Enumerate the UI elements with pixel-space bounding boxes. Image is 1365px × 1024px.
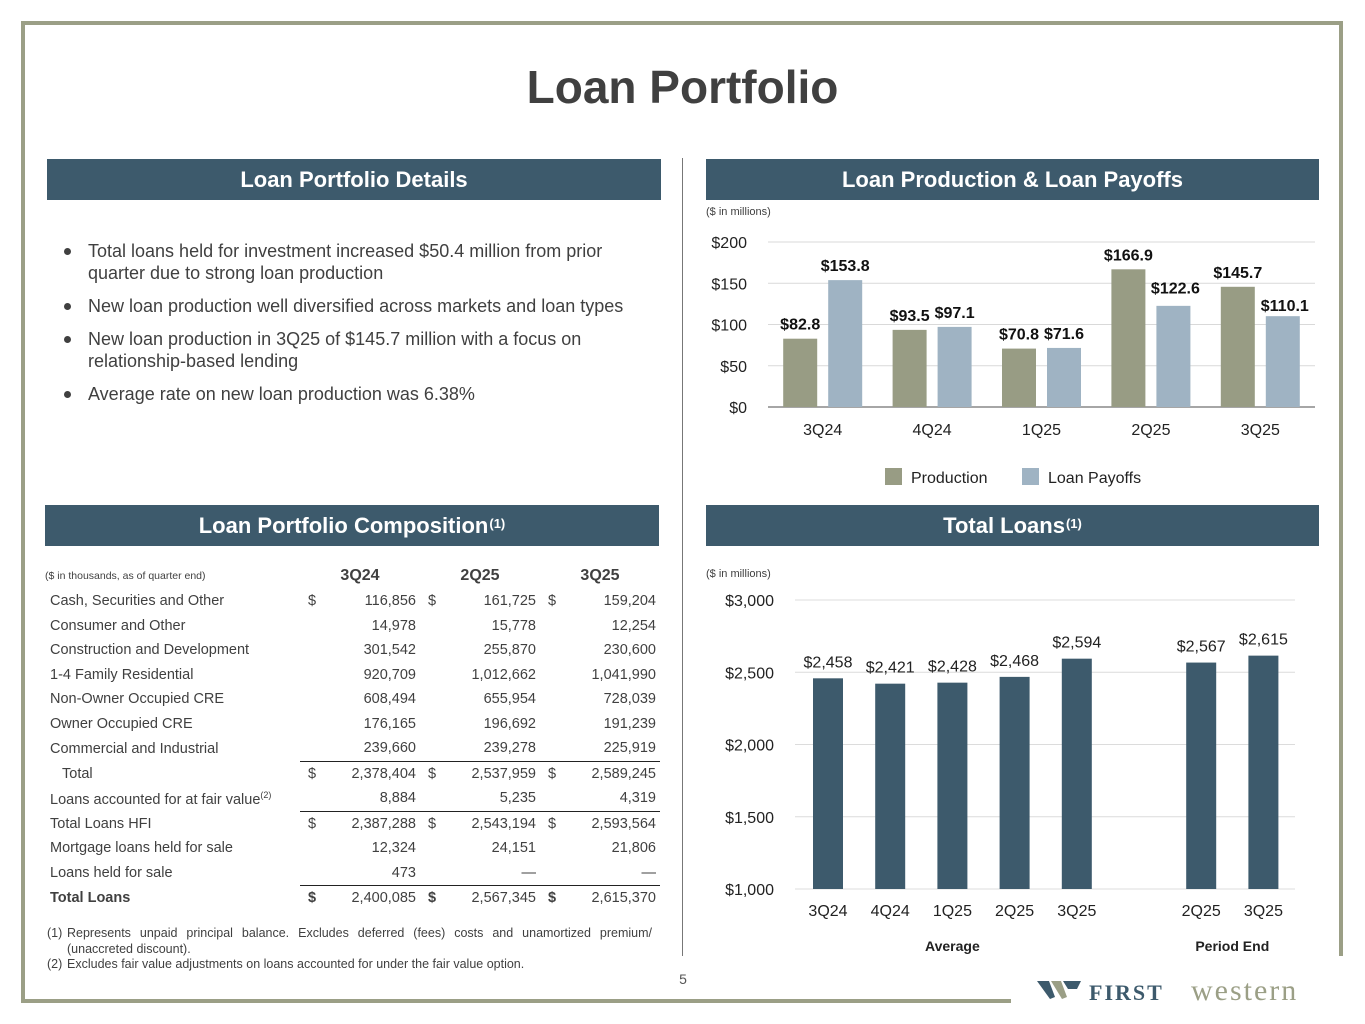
table-cell: 728,039 — [603, 691, 656, 708]
y-tick-label: $1,500 — [725, 809, 774, 827]
table-cell: 608,494 — [363, 691, 416, 708]
bar-payoffs — [1156, 306, 1190, 407]
table-cell: 255,870 — [483, 642, 536, 659]
table-cell: — — [641, 864, 656, 881]
logo-mark-icon — [1037, 979, 1083, 1001]
row-label — [45, 663, 300, 688]
composition-header-row — [45, 562, 660, 589]
table-cell: 473 — [391, 864, 416, 881]
bar-payoffs — [1047, 348, 1081, 407]
dollar-sign — [540, 638, 560, 663]
x-tick-label: 3Q25 — [1243, 903, 1283, 920]
dollar-sign — [300, 736, 320, 761]
data-label: $110.1 — [1260, 297, 1309, 315]
row-label-text: Total Loans HFI — [50, 815, 152, 832]
dollar-sign — [540, 836, 560, 861]
details-bullet-list — [62, 240, 652, 416]
data-label: $2,428 — [927, 658, 977, 676]
y-tick-label: $1,000 — [725, 882, 774, 899]
footnote-text: Represents unpaid principal balance. Excludes deferred (fees) costs and unamortized premium/ (unaccreted discount). — [67, 926, 652, 956]
table-cell: 2,615,370 — [560, 886, 660, 911]
table-row — [45, 687, 660, 712]
row-label — [45, 886, 300, 911]
details-bullet — [62, 328, 652, 372]
data-label: $2,458 — [803, 654, 853, 672]
x-tick-label: 3Q24 — [808, 903, 848, 920]
table-row — [45, 638, 660, 663]
y-tick-label: $3,000 — [725, 593, 774, 610]
legend-swatch — [1022, 468, 1039, 485]
details-heading: Loan Portfolio Details — [240, 166, 468, 192]
bar-payoffs — [1266, 316, 1300, 407]
y-tick-label: $200 — [711, 235, 747, 252]
page-number: 5 — [679, 971, 687, 987]
row-label — [45, 638, 300, 663]
row-label-text: Cash, Securities and Other — [50, 593, 225, 610]
total-loans-subnote: ($ in millions) — [706, 568, 771, 580]
bar-payoffs — [828, 280, 862, 407]
total-loans-chart — [700, 585, 1330, 960]
x-tick-label: 1Q25 — [932, 903, 972, 920]
table-cell: 21,806 — [611, 840, 656, 857]
dollar-sign — [300, 712, 320, 737]
x-tick-label: 4Q24 — [912, 422, 952, 439]
table-row — [45, 736, 660, 761]
table-row — [45, 589, 660, 614]
dollar-sign — [540, 861, 560, 886]
company-logo — [1037, 976, 1347, 1006]
dollar-sign — [300, 861, 320, 886]
table-cell: 176,165 — [363, 715, 416, 732]
row-label — [45, 761, 300, 786]
composition-table — [45, 562, 660, 911]
row-label — [45, 861, 300, 886]
x-tick-label: 2Q25 — [1181, 903, 1221, 920]
total-loans-heading: Total Loans — [943, 512, 1065, 538]
table-cell: 12,324 — [371, 840, 416, 857]
y-tick-label: $150 — [711, 276, 747, 294]
bar-total-loans — [1248, 656, 1278, 889]
row-label-text: Construction and Development — [50, 642, 250, 659]
row-footnote-ref: (2) — [260, 789, 272, 800]
bar-payoffs — [938, 327, 972, 407]
bar-production — [1221, 287, 1255, 407]
table-cell: 239,278 — [483, 740, 536, 757]
row-label-text: Commercial and Industrial — [50, 740, 219, 757]
table-cell: 191,239 — [603, 715, 656, 732]
group-label: Period End — [1195, 938, 1270, 954]
x-tick-label: 4Q24 — [870, 903, 910, 920]
data-label: $2,567 — [1176, 638, 1226, 656]
data-label: $71.6 — [1043, 325, 1085, 343]
table-cell: 1,041,990 — [591, 666, 656, 683]
row-label — [45, 736, 300, 761]
data-label: $145.7 — [1213, 264, 1263, 282]
bullet-dot-icon — [64, 248, 71, 255]
dollar-sign — [300, 786, 320, 811]
dollar-sign — [540, 786, 560, 811]
dollar-sign — [420, 687, 440, 712]
dollar-sign — [420, 836, 440, 861]
dollar-sign — [540, 687, 560, 712]
production-payoffs-chart — [700, 225, 1330, 495]
table-cell: 655,954 — [483, 691, 536, 708]
table-cell: 116,856 — [364, 593, 416, 610]
table-cell: 2,387,288 — [320, 811, 420, 836]
dollar-sign — [300, 638, 320, 663]
bullet-text: New loan production well diversified across markets and loan types — [88, 296, 624, 316]
dollar-sign — [540, 614, 560, 639]
bar-total-loans — [875, 684, 905, 889]
row-label-text: 1-4 Family Residential — [50, 666, 194, 683]
dollar-sign — [540, 712, 560, 737]
data-label: $166.9 — [1103, 247, 1153, 265]
table-cell: 920,709 — [363, 666, 416, 683]
footnote-number: (1) — [47, 926, 63, 940]
frame-right — [1339, 21, 1343, 956]
bullet-dot-icon — [64, 303, 71, 310]
page-title: Loan Portfolio — [526, 61, 839, 113]
x-tick-label: 3Q24 — [803, 422, 843, 439]
table-cell: 239,660 — [363, 740, 416, 757]
data-label: $93.5 — [889, 307, 930, 325]
table-cell: 159,204 — [603, 593, 656, 610]
bar-production — [783, 339, 817, 407]
table-row — [45, 861, 660, 886]
dollar-sign: $ — [540, 761, 560, 786]
y-tick-label: $50 — [720, 358, 747, 376]
column-header: 3Q25 — [580, 566, 620, 584]
data-label: $2,594 — [1052, 634, 1102, 652]
data-label: $153.8 — [820, 258, 870, 276]
table-cell: — — [521, 864, 536, 881]
column-header: 2Q25 — [460, 566, 500, 584]
table-cell: 8,884 — [379, 790, 416, 807]
y-tick-label: $0 — [729, 400, 747, 417]
dollar-sign: $ — [300, 886, 320, 911]
data-label: $70.8 — [998, 326, 1040, 344]
dollar-sign: $ — [300, 761, 320, 786]
x-tick-label: 2Q25 — [995, 903, 1035, 920]
dollar-sign: $ — [308, 593, 317, 610]
bullet-text: Total loans held for investment increased $50.4 million from prior quarter due to strong loan production — [88, 241, 603, 283]
table-cell: 161,725 — [483, 593, 536, 610]
data-label: $2,468 — [990, 652, 1040, 670]
dollar-sign — [420, 786, 440, 811]
dollar-sign — [300, 614, 320, 639]
row-label — [45, 614, 300, 639]
dollar-sign — [540, 663, 560, 688]
table-row — [45, 786, 660, 811]
row-label — [45, 712, 300, 737]
table-cell: 2,593,564 — [560, 811, 660, 836]
dollar-sign: $ — [420, 811, 440, 836]
row-label — [45, 589, 300, 614]
bullet-text: New loan production in 3Q25 of $145.7 million with a focus on relationship-based lending — [88, 329, 582, 371]
data-label: $97.1 — [934, 304, 975, 322]
frame-top — [21, 21, 1343, 25]
table-cell: 196,692 — [483, 715, 536, 732]
bullet-dot-icon — [64, 391, 71, 398]
table-cell: 2,589,245 — [560, 761, 660, 786]
table-cell: 230,600 — [603, 642, 656, 659]
x-tick-label: 2Q25 — [1131, 422, 1171, 439]
x-tick-label: 3Q25 — [1057, 903, 1097, 920]
dollar-sign: $ — [300, 811, 320, 836]
production-banner — [706, 159, 1319, 200]
bar-production — [1111, 269, 1145, 407]
row-label-text: Owner Occupied CRE — [50, 715, 193, 732]
dollar-sign: $ — [420, 761, 440, 786]
row-label-text: Consumer and Other — [50, 617, 186, 634]
data-label: $122.6 — [1150, 280, 1200, 298]
logo-word-first: FIRST — [1089, 980, 1164, 1005]
logo-word-western: western — [1191, 974, 1299, 1007]
bullet-dot-icon — [64, 336, 71, 343]
table-cell: 24,151 — [491, 840, 536, 857]
dollar-sign: $ — [540, 886, 560, 911]
footnote — [47, 957, 652, 973]
legend-label: Production — [911, 470, 988, 487]
x-tick-label: 1Q25 — [1021, 422, 1062, 439]
frame-bottom — [21, 999, 1011, 1003]
details-banner — [47, 159, 661, 200]
bar-total-loans — [1000, 677, 1030, 889]
table-cell: 225,919 — [603, 740, 656, 757]
table-cell: 2,543,194 — [440, 811, 540, 836]
dollar-sign — [420, 638, 440, 663]
dollar-sign: $ — [548, 593, 557, 610]
column-header: 3Q24 — [340, 566, 380, 584]
table-cell: 301,542 — [363, 642, 416, 659]
row-label — [45, 687, 300, 712]
table-row — [45, 811, 660, 836]
row-label-text: Mortgage loans held for sale — [50, 840, 233, 857]
row-label — [45, 811, 300, 836]
bar-production — [1002, 349, 1036, 407]
footnote-number: (2) — [47, 957, 63, 971]
column-divider — [682, 158, 683, 956]
data-label: $2,615 — [1238, 631, 1288, 649]
dollar-sign — [540, 736, 560, 761]
dollar-sign: $ — [428, 593, 437, 610]
data-label: $82.8 — [780, 316, 821, 334]
row-label-text: Non-Owner Occupied CRE — [50, 691, 225, 708]
dollar-sign — [300, 687, 320, 712]
bar-total-loans — [813, 678, 843, 889]
table-cell: 2,537,959 — [440, 761, 540, 786]
table-cell: 2,400,085 — [320, 886, 420, 911]
composition-heading: Loan Portfolio Composition — [198, 512, 489, 538]
bar-production — [893, 330, 927, 407]
row-label-text: Total Loans — [50, 890, 131, 906]
footnote-text: Excludes fair value adjustments on loans accounted for under the fair value option. — [67, 957, 525, 971]
table-cell: 15,778 — [491, 617, 536, 634]
composition-banner — [45, 505, 659, 546]
table-cell: 1,012,662 — [471, 666, 536, 683]
frame-left — [21, 21, 25, 1003]
row-label-text: Loans held for sale — [50, 865, 173, 881]
table-row — [45, 712, 660, 737]
dollar-sign — [300, 836, 320, 861]
data-label: $2,421 — [865, 659, 915, 677]
dollar-sign — [420, 712, 440, 737]
table-cell: 2,567,345 — [440, 886, 540, 911]
details-bullet — [62, 295, 652, 317]
table-cell: 5,235 — [499, 790, 536, 807]
production-subnote: ($ in millions) — [706, 206, 771, 218]
total-loans-banner — [706, 505, 1319, 546]
bar-total-loans — [1062, 659, 1092, 889]
legend-swatch — [885, 468, 902, 485]
y-tick-label: $100 — [711, 317, 747, 335]
table-row — [45, 886, 660, 911]
dollar-sign — [420, 663, 440, 688]
composition-subnote: ($ in thousands, as of quarter end) — [45, 569, 206, 582]
bar-total-loans — [1186, 663, 1216, 889]
row-label-text: Total — [62, 765, 93, 782]
row-label-text: Loans accounted for at fair value — [50, 791, 261, 808]
footnote — [47, 926, 652, 957]
table-cell: 14,978 — [371, 617, 416, 634]
dollar-sign — [420, 614, 440, 639]
y-tick-label: $2,500 — [725, 665, 774, 683]
composition-footnotes — [47, 926, 652, 973]
row-label — [45, 786, 300, 811]
composition-heading-footnote: (1) — [489, 516, 506, 531]
table-cell: 2,378,404 — [320, 761, 420, 786]
dollar-sign — [420, 861, 440, 886]
group-label: Average — [925, 938, 980, 954]
table-row — [45, 761, 660, 786]
table-row — [45, 836, 660, 861]
total-loans-heading-footnote: (1) — [1065, 516, 1082, 531]
table-cell: 4,319 — [619, 790, 656, 807]
dollar-sign — [420, 736, 440, 761]
details-bullet — [62, 383, 652, 405]
table-row — [45, 614, 660, 639]
x-tick-label: 3Q25 — [1240, 422, 1280, 439]
dollar-sign: $ — [540, 811, 560, 836]
legend-label: Loan Payoffs — [1048, 470, 1142, 487]
table-row — [45, 663, 660, 688]
row-label — [45, 836, 300, 861]
table-cell: 12,254 — [611, 617, 656, 634]
bullet-text: Average rate on new loan production was 6.38% — [88, 384, 475, 404]
bar-total-loans — [937, 683, 967, 889]
dollar-sign — [300, 663, 320, 688]
dollar-sign: $ — [420, 886, 440, 911]
details-bullet — [62, 240, 652, 284]
y-tick-label: $2,000 — [725, 737, 774, 755]
production-heading: Loan Production & Loan Payoffs — [841, 166, 1183, 192]
